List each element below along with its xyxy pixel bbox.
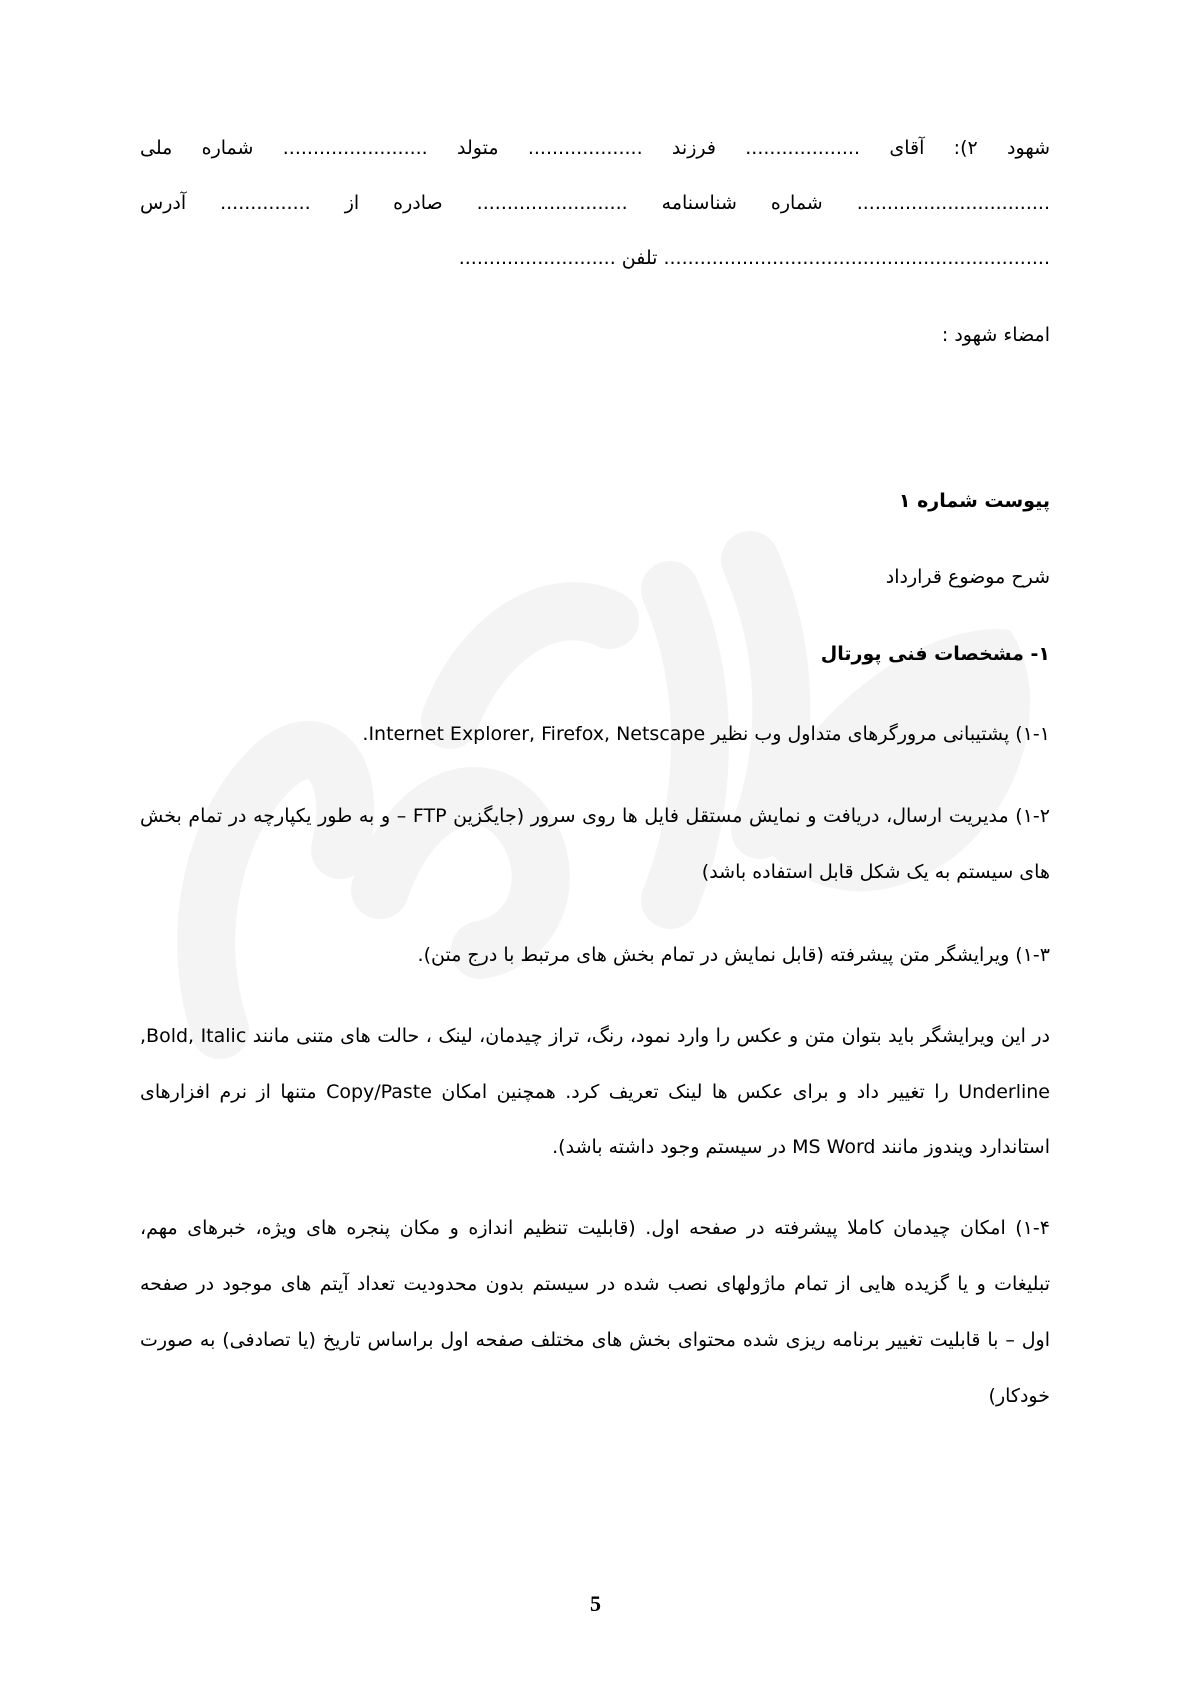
editor-paragraph-line-3: استاندارد ویندوز مانند MS Word در سیستم وجود داشته باشد). (552, 1136, 1050, 1158)
item-1-4-line-3: اول – با قابلیت تغییر برنامه ریزی شده محتوای بخش های مختلف صفحه اول براساس تاریخ (یا تصادفی) به صورت (140, 1329, 1050, 1351)
item-1-2-line-2: های سیستم به یک شکل قابل استفاده باشد) (701, 861, 1050, 883)
item-1-4-line-4: خودکار) (988, 1385, 1050, 1407)
witness-line-2: ................................ شماره شناسنامه ......................... صادره از ............... آدرس (140, 192, 1050, 214)
annex-subtitle: شرح موضوع قرارداد (885, 566, 1050, 588)
item-1-4-line-2: تبلیغات و یا گزیده هایی از تمام ماژولهای نصب شده در سیستم بدون محدودیت تعداد آیتم های موجود در صفحه (140, 1273, 1050, 1295)
item-1-2-line-1: ۱-۲) مدیریت ارسال، دریافت و نمایش مستقل فایل ها روی سرور (جایگزین FTP – و به طور یکپارچه در تمام بخش (140, 805, 1050, 827)
witness-line-1: شهود ۲): آقای ................... فرزند ................... متولد ........................ شماره ملی (140, 137, 1050, 159)
annex-title: پیوست شماره ۱ (898, 490, 1050, 512)
page-number: 5 (590, 1591, 601, 1616)
item-1-4-line-1: ۱-۴) امکان چیدمان کاملا پیشرفته در صفحه اول. (قابلیت تنظیم اندازه و مکان پنجره های ویژه، خبرهای مهم، (140, 1217, 1050, 1239)
witness-signature-label: امضاء شهود : (941, 324, 1050, 346)
item-1-1: ۱-۱) پشتیبانی مرورگرهای متداول وب نظیر Internet Explorer, Firefox, Netscape. (362, 723, 1050, 745)
item-1-3: ۱-۳) ویرایشگر متن پیشرفته (قابل نمایش در تمام بخش های مرتبط با درج متن). (417, 944, 1050, 966)
witness-line-3: ................................................................ تلفن .......................... (458, 247, 1050, 269)
editor-paragraph-line-1: در این ویرایشگر باید بتوان متن و عکس را وارد نمود، رنگ، تراز چیدمان، لینک ، حالت های متنی مانند Bold, Italic, (140, 1025, 1050, 1047)
editor-paragraph-line-2: Underline را تغییر داد و برای عکس ها لینک تعریف کرد. همچنین امکان Copy/Paste متنها از نرم افزارهای (140, 1081, 1050, 1103)
section-heading: ۱- مشخصات فنی پورتال (820, 643, 1050, 665)
